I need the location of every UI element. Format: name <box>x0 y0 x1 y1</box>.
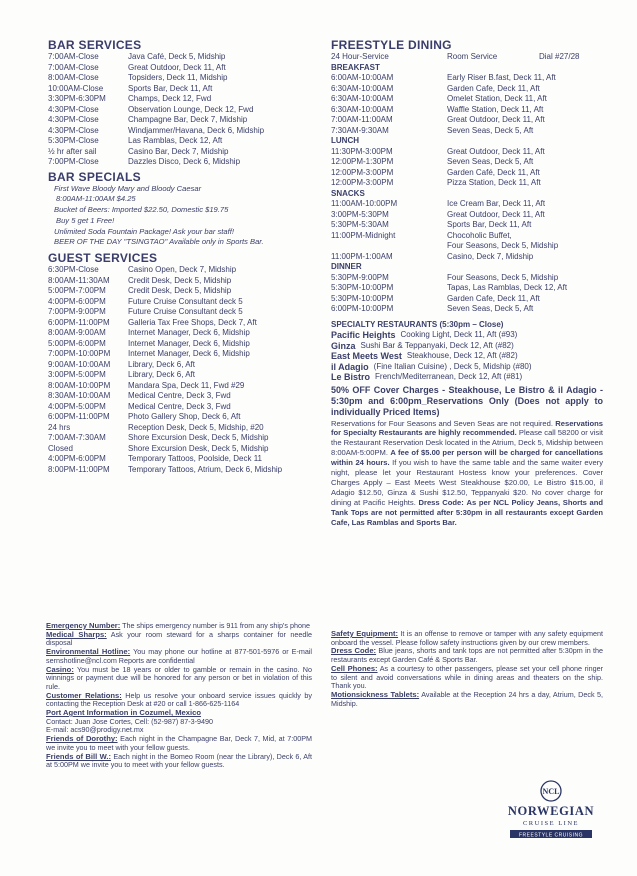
time-cell: 6:30AM-10:00AM <box>331 94 394 103</box>
bar-special-line: Buy 5 get 1 Free! <box>56 215 115 225</box>
venue-cell: Early Riser B.fast, Deck 11, Aft <box>447 73 556 82</box>
time-cell: 6:00PM-11:00PM <box>48 412 110 422</box>
venue-cell: Credit Desk, Deck 5, Midship <box>128 275 232 285</box>
venue-cell: Casino, Deck 7, Midship <box>447 251 534 261</box>
bar-specials-heading: BAR SPECIALS <box>48 169 141 184</box>
logo-badge: NCL <box>542 787 560 796</box>
specialty-list <box>331 330 603 383</box>
time-cell: 5:30PM-Close <box>48 136 99 145</box>
venue-cell: Mandara Spa, Deck 11, Fwd #29 <box>128 380 245 390</box>
time-cell: 6:00AM-10:00AM <box>331 73 394 82</box>
logo-sub: CRUISE LINE <box>522 820 580 827</box>
venue-cell: Great Outdoor, Deck 11, Aft <box>447 146 545 156</box>
breakfast-row <box>331 115 603 126</box>
notice-item <box>331 630 603 647</box>
freestyle-dining-heading: FREESTYLE DINING <box>331 38 452 52</box>
time-cell: 7:00AM-11:00AM <box>331 115 393 124</box>
bar-service-row <box>48 136 318 147</box>
time-cell: 4:30PM-Close <box>48 115 99 124</box>
notice-text: Each night in the Champagne Bar, Deck 7, Mid, at 7:00PM we invite you to meet with your fellow guests. <box>46 734 313 752</box>
guest-service-row <box>48 391 318 402</box>
guest-service-row <box>48 307 318 318</box>
venue-cell: Windjammer/Havana, Deck 6, Midship <box>128 125 265 135</box>
breakfast-row <box>331 105 603 116</box>
time-cell: 7:00PM-10:00PM <box>48 349 111 359</box>
time-cell: 7:00PM-Close <box>48 157 99 166</box>
time-cell: 7:00AM-Close <box>48 62 99 72</box>
guest-service-row <box>48 297 318 308</box>
restaurant-detail: Sushi Bar & Teppanyaki, Deck 12, Aft (#82) <box>360 340 514 350</box>
breakfast-row <box>331 94 603 105</box>
time-cell: 5:30PM-9:00PM <box>331 272 389 282</box>
lunch-row <box>331 147 603 158</box>
time-cell: 6:30AM-10:00AM <box>331 104 394 114</box>
notice-label: Emergency Number: <box>46 621 121 630</box>
bar-special-line: First Wave Bloody Mary and Bloody Caesar <box>54 183 202 193</box>
notice-text: You may phone our hotline at 877-501-5976 or E-mail sernshotline@ncl.com Reports are confidential <box>46 647 313 665</box>
venue-cell: Internet Manager, Deck 6, Midship <box>128 328 250 338</box>
venue-cell: Ice Cream Bar, Deck 11, Aft <box>447 199 546 208</box>
offer-text: 50% OFF Cover Charges - Steakhouse, Le Bistro & il Adagio - 5:30pm and 6:00pm_Reservations Only (Does not apply to individually Priced Items) <box>331 384 603 417</box>
time-cell <box>331 241 447 252</box>
bar-service-row <box>48 94 318 105</box>
time-cell: 8:30AM-10:00AM <box>48 391 111 401</box>
notice-label: Environmental Hotline: <box>46 647 131 657</box>
restaurant-detail: (Fine Italian Cuisine) , Deck 5, Midship (#80) <box>373 361 532 371</box>
guest-service-row <box>48 339 318 350</box>
venue-cell: Chocoholic Buffet, <box>447 230 512 240</box>
venue-cell: Credit Desk, Deck 5, Midship <box>128 286 232 296</box>
notice-label: Cell Phones: <box>331 663 378 673</box>
ncl-logo-graphic <box>496 780 606 842</box>
breakfast-row <box>331 126 603 137</box>
venue-cell: Future Cruise Consultant deck 5 <box>128 307 243 317</box>
time-cell: 10:00AM-Close <box>48 83 104 93</box>
breakfast-list <box>331 73 603 136</box>
time-cell: 8:00AM-10:00PM <box>48 380 111 390</box>
venue-cell: Casino Bar, Deck 7, Midship <box>128 146 229 156</box>
time-cell: 4:30PM-Close <box>48 125 99 135</box>
venue-cell: Champs, Deck 12, Fwd <box>128 94 212 103</box>
lunch-row <box>331 157 603 168</box>
dinner-row <box>331 294 603 305</box>
time-cell: 11:00PM-Midnight <box>331 230 396 240</box>
snack-row <box>331 199 603 210</box>
notice-text: The ships emergency number is 911 from any ship's phone <box>122 621 310 630</box>
time-cell: 6:30AM-10:00AM <box>331 83 394 93</box>
notice-text: You must be 18 years or older to gamble or remain in the casino. No winnings or payment due will be honored for any person or bet in violation of this rule. <box>46 664 312 691</box>
notice-item <box>46 666 312 692</box>
snack-row <box>331 220 603 231</box>
breakfast-row <box>331 84 603 95</box>
venue-cell: Great Outdoor, Deck 11, Aft <box>128 62 226 72</box>
room-service-row: 24 Hour-Service Room Service Dial #27/28 <box>331 52 580 61</box>
notice-item <box>331 665 603 691</box>
notice-text: Contact: Juan Jose Cortes, Cell: (52-987) 87-3-9490 <box>46 716 213 726</box>
time-cell: 7:00PM-9:00PM <box>48 307 106 317</box>
bar-service-row <box>48 52 318 63</box>
notice-text: E-mail: acs90@prodigy.net.mx <box>46 725 144 735</box>
notice-label: Safety Equipment: <box>331 629 399 638</box>
bar-services-list <box>48 52 318 168</box>
notice-item <box>46 692 312 709</box>
venue-cell: Library, Deck 6, Aft <box>128 370 195 380</box>
notice-label: Medical Sharps: <box>46 629 107 639</box>
time-cell: 7:00AM-7:30AM <box>48 433 106 443</box>
snacks-list <box>331 199 603 262</box>
venue-cell: Reception Desk, Deck 5, Midship, #20 <box>128 422 264 432</box>
guest-service-row <box>48 444 318 455</box>
notice-label: Customer Relations: <box>46 690 122 700</box>
time-cell: 5:30PM-10:00PM <box>331 283 394 292</box>
guest-services-list <box>48 265 318 475</box>
venue-cell: Garden Café, Deck 11, Aft <box>447 167 540 177</box>
notice-text: Help us resolve your onboard service issues quickly by contacting the Reception Desk at #20 or call 1-866-625-1164 <box>46 690 312 709</box>
venue-cell: Galleria Tax Free Shops, Deck 7, Aft <box>128 317 257 327</box>
restaurant-name: Ginza <box>331 340 356 351</box>
guest-service-row <box>48 328 318 339</box>
breakfast-label: BREAKFAST <box>331 62 380 72</box>
venue-cell: Seven Seas, Deck 5, Aft <box>447 125 534 135</box>
time-cell: 3:00PM-5:30PM <box>331 209 389 219</box>
venue-cell: Temporary Tattoos, Atrium, Deck 6, Midship <box>128 464 283 474</box>
venue-cell: Dazzles Disco, Deck 6, Midship <box>128 157 241 166</box>
notice-text: Ask your room steward for a sharps container for needle disposal <box>46 629 312 648</box>
time-cell: 8:00AM-Close <box>48 73 99 82</box>
restaurant-name: Le Bistro <box>331 372 371 382</box>
snack-row <box>331 231 603 242</box>
time-cell: 12:00PM-1:30PM <box>331 157 394 166</box>
lunch-label: LUNCH <box>331 136 359 145</box>
guest-service-row <box>48 465 318 476</box>
bar-service-row <box>48 84 318 95</box>
notice-text: Each night in the Bomeo Room (near the Library), Deck 6, Aft at 5:00PM we invite you to meet with your fellow guests. <box>46 751 313 770</box>
venue-cell: Las Ramblas, Deck 12, Aft <box>128 136 223 145</box>
right-column <box>331 38 603 527</box>
venue-cell: Observation Lounge, Deck 12, Fwd <box>128 104 254 114</box>
venue-cell: Internet Manager, Deck 6, Midship <box>128 338 250 348</box>
time-cell: 5:00PM-6:00PM <box>48 338 106 348</box>
venue-cell: Medical Centre, Deck 3, Fwd <box>128 391 231 401</box>
time-cell: 4:30PM-Close <box>48 104 99 114</box>
logo-tag: FREESTYLE CRUISING <box>518 832 584 839</box>
time-cell: 7:30AM-9:30AM <box>331 125 389 135</box>
guest-service-row <box>48 370 318 381</box>
venue-cell: Shore Excursion Desk, Deck 5, Midship <box>128 443 269 453</box>
guest-service-row <box>48 286 318 297</box>
specialty-restaurant-row <box>331 372 603 383</box>
notice-label: Friends of Bill W.: <box>46 751 112 761</box>
time-cell: 3:30PM-6:30PM <box>48 94 106 103</box>
venue-cell: Medical Centre, Deck 3, Fwd <box>128 401 231 411</box>
notice-text: As a courtesy to other passengers, please set your cell phone ringer to silent and avoid conversations while in dining areas and theaters on the ship. Thank you. <box>331 663 603 691</box>
specialty-heading: SPECIALTY RESTAURANTS (5:30pm – Close) <box>331 319 504 329</box>
notice-text: It is an offense to remove or tamper with any safety equipment onboard the vessel. Please follow safety instructions given by our crew members. <box>331 629 603 647</box>
venue-cell: Photo Gallery Shop, Deck 6, Aft <box>128 412 241 422</box>
dinner-row <box>331 273 603 284</box>
logo-name: NORWEGIAN <box>507 804 595 818</box>
dinner-row <box>331 283 603 294</box>
guest-services-heading: GUEST SERVICES <box>48 251 158 266</box>
venue-cell: Library, Deck 6, Aft <box>128 359 195 369</box>
footer-left-notices <box>46 622 312 770</box>
snack-row <box>331 252 603 263</box>
time-cell: ½ hr after sail <box>48 146 97 156</box>
venue-cell: Seven Seas, Deck 5, Aft <box>447 157 534 166</box>
venue-cell: Four Seasons, Deck 5, Midship <box>447 272 559 282</box>
bar-service-row <box>48 105 318 116</box>
venue-cell: Waffle Station, Deck 11, Aft <box>447 104 544 114</box>
notice-item <box>46 753 312 770</box>
guest-service-row <box>48 349 318 360</box>
guest-service-row <box>48 433 318 444</box>
time-cell: 12:00PM-3:00PM <box>331 178 394 187</box>
guest-service-row <box>48 412 318 423</box>
specialty-restaurant-row <box>331 351 603 362</box>
time-cell: 4:00PM-6:00PM <box>48 454 106 464</box>
ncl-logo <box>496 780 606 842</box>
time-cell: 11:00AM-10:00PM <box>331 199 398 208</box>
time-cell: 8:00AM-11:30AM <box>48 275 110 285</box>
restaurant-detail: French/Mediterranean, Deck 12, Aft (#81) <box>375 372 523 381</box>
notice-text: Available at the Reception 24 hrs a day, Atrium, Deck 5, Midship. <box>331 689 603 708</box>
reservation-paragraph: Reservations for Four Seasons and Seven Seas are not required. Reservations for Specialty Restaurants are highly recommended. Please call 58200 or visit the Restaurant Reservation Desk located in the Atrium, Deck 5, Midship between 8:00AM-5:00PM. A fee of $5.00 per person will be charged for cancellations within 24 hours. If you wish to have the same table and the same waiter every night, please let your Restaurant Hostess know your preferences. Cover Charges Apply – East Meets West Steakhouse $20.00, Le Bistro $15.00, il Adagio $12.50, Ginza & Sushi $12.50, Teppanyaki $20. No cover charge for dining at Pacific Heights. Dress Code: As per NCL Policy Jeans, Shorts and Tank Tops are not permitted after 5:30pm in all restaurants except Garden Cafe, Las Ramblas and Sports Bar. <box>331 418 604 527</box>
restaurant-detail: Steakhouse, Deck 12, Aft (#82) <box>406 351 518 360</box>
snacks-label: SNACKS <box>331 188 365 198</box>
venue-cell: Pizza Station, Deck 11, Aft <box>447 178 541 187</box>
time-cell: 3:00PM-5:00PM <box>48 370 106 380</box>
time-cell: 24 hrs <box>48 422 71 432</box>
venue-cell: Sports Bar, Deck 11, Aft <box>128 83 213 93</box>
dinner-list <box>331 273 603 315</box>
venue-cell: Java Café, Deck 5, Midship <box>128 52 226 61</box>
snack-row <box>331 210 603 221</box>
bar-special-line: Unlimited Soda Fountain Package! Ask your bar staff! <box>54 226 234 236</box>
restaurant-detail: Cooking Light, Deck 11, Aft (#93) <box>400 330 518 339</box>
specialty-restaurant-row <box>331 362 603 373</box>
guest-service-row <box>48 454 318 465</box>
venue-cell: Great Outdoor, Deck 11, Aft <box>447 115 545 124</box>
time-cell: 11:00PM-1:00AM <box>331 251 393 261</box>
time-cell: Closed <box>48 443 73 453</box>
venue-cell: Sports Bar, Deck 11, Aft <box>447 220 532 229</box>
left-column <box>48 38 318 475</box>
bar-service-row <box>48 115 318 126</box>
notice-item <box>331 691 603 708</box>
venue-cell: Garden Cafe, Deck 11, Aft <box>447 293 540 303</box>
bar-service-row <box>48 126 318 137</box>
venue-cell: Tapas, Las Ramblas, Deck 12, Aft <box>447 283 568 292</box>
lunch-row <box>331 168 603 179</box>
venue-cell: Casino Open, Deck 7, Midship <box>128 265 237 275</box>
bar-service-row <box>48 73 318 84</box>
venue-cell: Omelet Station, Deck 11, Aft <box>447 94 547 103</box>
time-cell: 7:00AM-Close <box>48 52 99 61</box>
specialty-restaurant-row <box>331 330 603 341</box>
notice-label: Casino: <box>46 664 74 674</box>
venue-cell: Internet Manager, Deck 6, Midship <box>128 349 250 359</box>
notice-label: Dress Code: <box>331 646 377 656</box>
lunch-row <box>331 178 603 189</box>
bar-specials-list <box>48 184 318 249</box>
bar-special-line: BEER OF THE DAY "TSINGTAO" Available only in Sports Bar. <box>54 237 264 247</box>
guest-service-row <box>48 360 318 371</box>
dinner-label: DINNER <box>331 262 362 271</box>
notice-text: Blue jeans, shorts and tank tops are not permitted after 5:30pm in the restaurants except Garden Café & Sports Bar. <box>331 646 604 665</box>
venue-cell: Seven Seas, Deck 5, Aft <box>447 304 534 313</box>
guest-service-row <box>48 423 318 434</box>
restaurant-name: Pacific Heights <box>331 330 396 340</box>
venue-cell: Shore Excursion Desk, Deck 5, Midship <box>128 433 269 443</box>
guest-service-row <box>48 318 318 329</box>
venue-cell: Temporary Tattoos, Poolside, Deck 11 <box>128 454 262 464</box>
footer-right-notices <box>331 630 603 708</box>
time-cell: 11:30PM-3:00PM <box>331 146 393 156</box>
snack-row <box>331 241 603 252</box>
time-cell: 6:00PM-10:00PM <box>331 304 394 313</box>
bar-special-line: 8:00AM-11:00AM $4.25 <box>56 194 136 204</box>
notice-item <box>46 631 312 648</box>
specialty-restaurant-row <box>331 341 603 352</box>
time-cell: 5:30PM-10:00PM <box>331 293 394 303</box>
dinner-row <box>331 304 603 315</box>
time-cell: 6:00PM-11:00PM <box>48 317 110 327</box>
time-cell: 8:00AM-9:00AM <box>48 328 106 338</box>
guest-service-row <box>48 276 318 287</box>
lunch-list <box>331 147 603 189</box>
venue-cell: Garden Cafe, Deck 11, Aft <box>447 83 540 93</box>
guest-service-row <box>48 402 318 413</box>
notice-item <box>46 648 312 665</box>
notice-label: Motionsickness Tablets: <box>331 689 420 699</box>
time-cell: 8:00PM-11:00PM <box>48 464 110 474</box>
venue-cell: Topsiders, Deck 11, Midship <box>128 73 228 82</box>
bar-services-heading: BAR SERVICES <box>48 38 142 52</box>
venue-cell: Future Cruise Consultant deck 5 <box>128 296 243 306</box>
venue-cell: Champagne Bar, Deck 7, Midship <box>128 115 248 124</box>
bar-special-line: Bucket of Beers: Imported $22.50, Domestic $19.75 <box>54 205 229 215</box>
venue-cell: Great Outdoor, Deck 11, Aft <box>447 209 545 219</box>
time-cell: 4:00PM-5:00PM <box>48 401 106 411</box>
restaurant-name: il Adagio <box>331 361 369 372</box>
time-cell: 5:00PM-7:00PM <box>48 286 106 296</box>
restaurant-name: East Meets West <box>331 351 402 361</box>
bar-service-row <box>48 147 318 158</box>
breakfast-row <box>331 73 603 84</box>
time-cell: 12:00PM-3:00PM <box>331 167 394 177</box>
time-cell: 4:00PM-6:00PM <box>48 296 106 306</box>
bar-service-row <box>48 63 318 74</box>
guest-service-row <box>48 265 318 276</box>
time-cell: 6:30PM-Close <box>48 265 99 275</box>
time-cell: 9:00AM-10:00AM <box>48 359 111 369</box>
guest-service-row <box>48 381 318 392</box>
notice-item <box>46 735 312 752</box>
venue-cell: Four Seasons, Deck 5, Midship <box>447 241 559 250</box>
time-cell: 5:30PM-5:30AM <box>331 220 389 229</box>
bar-service-row <box>48 157 318 168</box>
notice-label: Friends of Dorothy: <box>46 734 118 744</box>
notice-label: Port Agent Information in Cozumel, Mexico <box>46 708 201 718</box>
notice-item <box>331 647 603 664</box>
